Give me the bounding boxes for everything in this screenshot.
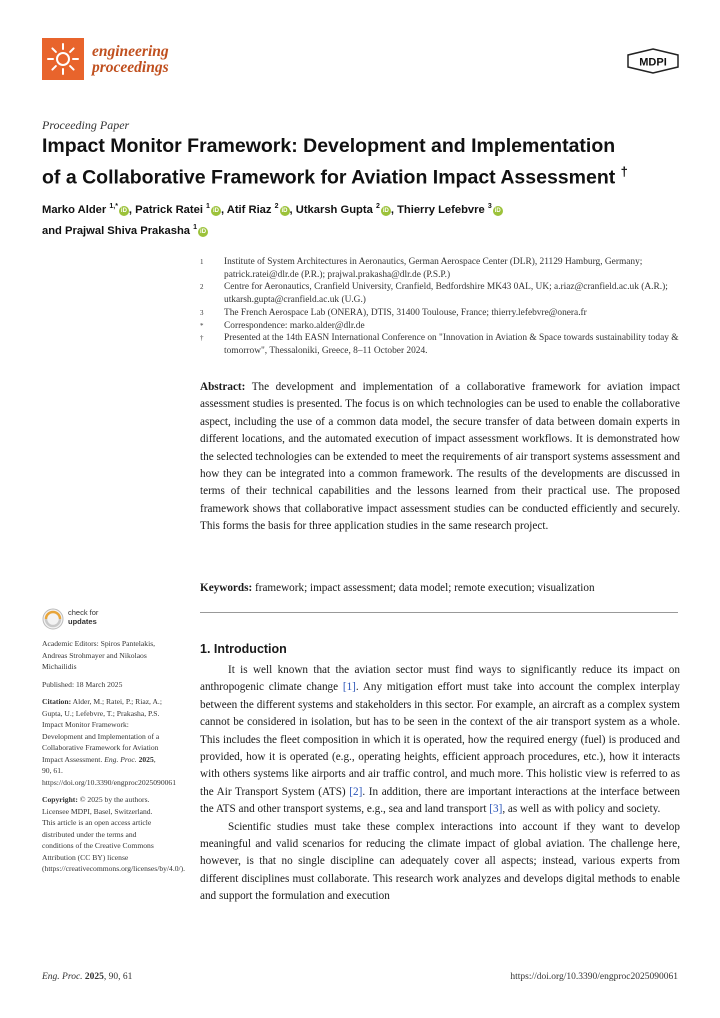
footer-tail: , 90, 61 bbox=[103, 972, 133, 982]
journal-name-line1: engineering bbox=[92, 43, 169, 60]
author-affiliation-mark: 1 bbox=[193, 224, 198, 231]
author-name[interactable]: Prajwal Shiva Prakasha bbox=[65, 225, 191, 237]
orcid-icon[interactable]: iD bbox=[382, 208, 389, 214]
author-affiliation-mark: 2 bbox=[375, 203, 380, 210]
author-affiliation-mark: 1 bbox=[206, 203, 210, 210]
author-name[interactable]: Patrick Ratei bbox=[135, 204, 203, 216]
keywords-label: Keywords: bbox=[200, 582, 253, 594]
title-dagger: † bbox=[620, 164, 628, 179]
author-name[interactable]: Marko Alder bbox=[42, 204, 107, 216]
abstract-label: Abstract: bbox=[200, 381, 246, 393]
intro-text: . Any mitigation effort must take into account the complex interplay between the different systems and stakeholders in this sector. For example, an aircraft as a complex system cannot be considered in isolation, but has to be seen in the context of the air transport system as a whole. This includes the fleet composition in which it is operated, how the required energy (fuel) is produced and provided, how it is operated (e.g., operating heights, efficient approach procedures, etc.), how it interacts with others systems like airports and air traffic control, and much more. This holistic view is referred to as the Air Transport System (ATS) bbox=[200, 681, 680, 798]
intro-text: , as well as with policy and society. bbox=[502, 803, 661, 816]
check-for-updates-badge[interactable] bbox=[42, 606, 132, 632]
citation-label: Citation: bbox=[42, 697, 72, 706]
author-list bbox=[42, 198, 692, 240]
orcid-icon[interactable]: iD bbox=[212, 208, 219, 214]
author-name[interactable]: Utkarsh Gupta bbox=[295, 204, 373, 216]
footer-doi-link[interactable]: https://doi.org/10.3390/engproc2025090061 bbox=[510, 972, 678, 982]
author-affiliation-mark: 1,* bbox=[109, 203, 118, 210]
mdpi-logo-text: MDPI bbox=[639, 56, 667, 69]
check-updates-line1: check for bbox=[68, 608, 99, 617]
affiliation-item bbox=[200, 256, 690, 281]
introduction-body bbox=[200, 662, 680, 906]
section-divider bbox=[200, 612, 678, 613]
article-sidebar bbox=[42, 638, 186, 881]
affiliation-text: Institute of System Architectures in Aeronautics, German Aerospace Center (DLR), 21129 Hamburg, Germany; patrick.ratei@dlr.de (P.R.); prajwal.prakasha@dlr.de (P.S.P.) bbox=[224, 257, 643, 280]
author-and: and bbox=[42, 225, 62, 237]
title-line-1: Impact Monitor Framework: Development and Implementation bbox=[42, 135, 616, 157]
abstract bbox=[200, 379, 680, 536]
author-name[interactable]: Atif Riaz bbox=[226, 204, 272, 216]
mdpi-logo bbox=[626, 48, 680, 74]
orcid-icon[interactable]: iD bbox=[200, 229, 207, 235]
paper-title bbox=[42, 134, 692, 191]
intro-paragraph-1 bbox=[200, 662, 680, 819]
journal-name bbox=[92, 44, 169, 76]
affiliation-mark: * bbox=[200, 321, 204, 330]
conference-note-text: Presented at the 14th EASN International Conference on "Innovation in Aviation & Space towards sustainability today & tomorrow", Thessaloniki, Greece, 8–11 October 2024. bbox=[224, 333, 679, 356]
affiliation-item bbox=[200, 307, 690, 320]
footer-year: 2025 bbox=[84, 972, 104, 982]
copyright-label: Copyright: bbox=[42, 795, 78, 804]
keywords bbox=[200, 580, 680, 596]
footer-journal: Eng. Proc. bbox=[42, 972, 83, 982]
affiliation-list bbox=[200, 256, 690, 358]
journal-name-line2: proceedings bbox=[92, 59, 169, 76]
affiliation-text: Centre for Aeronautics, Cranfield University, Cranfield, Bedfordshire MK43 0AL, UK; a.riaz@cranfield.ac.uk (A.R.); utkarsh.gupta@cranfield.ac.uk (U.G.) bbox=[224, 282, 668, 306]
correspondence-text: Correspondence: marko.alder@dlr.de bbox=[224, 320, 365, 331]
author-affiliation-mark: 3 bbox=[487, 203, 492, 210]
orcid-icon[interactable]: iD bbox=[281, 208, 288, 214]
citation-journal: Eng. Proc. bbox=[104, 754, 137, 764]
affiliation-text: The French Aerospace Lab (ONERA), DTIS, 31400 Toulouse, France; thierry.lefebvre@onera.fr bbox=[224, 307, 587, 318]
orcid-icon[interactable]: iD bbox=[120, 208, 127, 214]
correspondence-item bbox=[200, 320, 690, 333]
reference-link[interactable]: [1] bbox=[342, 681, 356, 694]
section-heading-introduction: 1. Introduction bbox=[200, 642, 287, 656]
citation-year: 2025 bbox=[138, 754, 154, 764]
conference-note bbox=[200, 332, 690, 357]
affiliation-mark: 3 bbox=[200, 308, 204, 317]
copyright bbox=[42, 794, 186, 875]
academic-editors: Academic Editors: Spiros Pantelakis, Andreas Strohmayer and Nikolaos Michailidis bbox=[42, 639, 156, 671]
orcid-icon[interactable]: iD bbox=[494, 208, 501, 214]
citation-tail[interactable]: , 90, 61. https://doi.org/10.3390/engproc2025090061 bbox=[42, 754, 177, 787]
affiliation-mark: 2 bbox=[200, 283, 204, 292]
intro-paragraph-2: Scientific studies must take these complex interactions into account if they want to develop meaningful and valid scenarios for reducing the climate impact of global aviation. The challenge here, however, is that no single discipline can adequately cover all aspects; instead, various experts from different disciplines must collaborate. This research work analyzes and develops digital methods to enable and support the formulation and execution bbox=[200, 820, 680, 903]
author-line-2 bbox=[42, 219, 692, 240]
published-date: Published: 18 March 2025 bbox=[42, 679, 123, 689]
affiliation-item bbox=[200, 281, 690, 306]
affiliation-mark: 1 bbox=[200, 258, 204, 266]
intro-text: It is well known that the aviation sector must find ways to significantly reduce its impact on anthropogenic climate change bbox=[200, 664, 680, 694]
copyright-text: © 2025 by the authors. Licensee MDPI, Basel, Switzerland. This article is an open access article distributed under the terms and conditions of the Creative Commons Attribution (CC BY) license (https://creativecommons.org/licenses/by/4.0/). bbox=[42, 795, 186, 873]
citation bbox=[42, 696, 177, 788]
author-affiliation-mark: 2 bbox=[274, 203, 279, 210]
title-line-2 bbox=[42, 159, 692, 191]
reference-link[interactable]: [2] bbox=[349, 785, 363, 798]
check-updates-icon bbox=[42, 608, 64, 630]
keywords-text: framework; impact assessment; data model; remote execution; visualization bbox=[255, 582, 595, 594]
reference-link[interactable]: [3] bbox=[489, 803, 503, 816]
abstract-text: The development and implementation of a collaborative framework for aviation impact assessment studies is presented. The focus is on which technologies can be used to enable the collaborative aspect, including the use of a common data model, the secure transfer of data between domain experts in different locations, and the automated execution of impact assessment workflows. It is demonstrated how the selected technologies can be extended to meet the requirements of air transport systems assessment and how they can be integrated into a common framework. The results of the developments are discussed in terms of their technical capabilities and the lessons learned from their practical use. The proposed framework shows that collaborative impact assessment studies can be conducted efficiently and securely. This forms the basis for three application studies in the same research project. bbox=[200, 381, 680, 533]
check-updates-line2: updates bbox=[68, 617, 97, 626]
citation-text: Alder, M.; Ratei, P.; Riaz, A.; Gupta, U.; Lefebvre, T.; Prakasha, P.S. Impact Monitor Framework: Development and Implementation of a Collaborative Framework for Aviation Impact Assessment. bbox=[42, 697, 162, 764]
check-updates-text bbox=[68, 608, 98, 626]
title-line-2-text: of a Collaborative Framework for Aviation Impact Assessment bbox=[42, 166, 616, 189]
paper-type: Proceeding Paper bbox=[42, 118, 130, 132]
author-name[interactable]: Thierry Lefebvre bbox=[397, 204, 485, 216]
journal-logo-icon bbox=[42, 38, 84, 80]
footer-citation bbox=[42, 972, 132, 982]
intro-text: . In addition, there are important interactions at the interface between the ATS and other transport systems, e.g., sea and land transport bbox=[200, 785, 680, 816]
affiliation-mark: † bbox=[200, 334, 204, 343]
author-line-1: Marko Alder $^{1,*}$iD , Patrick Ratei $^1$iD , Atif Riaz $^2$iD , Utkarsh Gupta $^2$iD , Thierry Lefebvre $^3$iD bbox=[42, 203, 501, 216]
